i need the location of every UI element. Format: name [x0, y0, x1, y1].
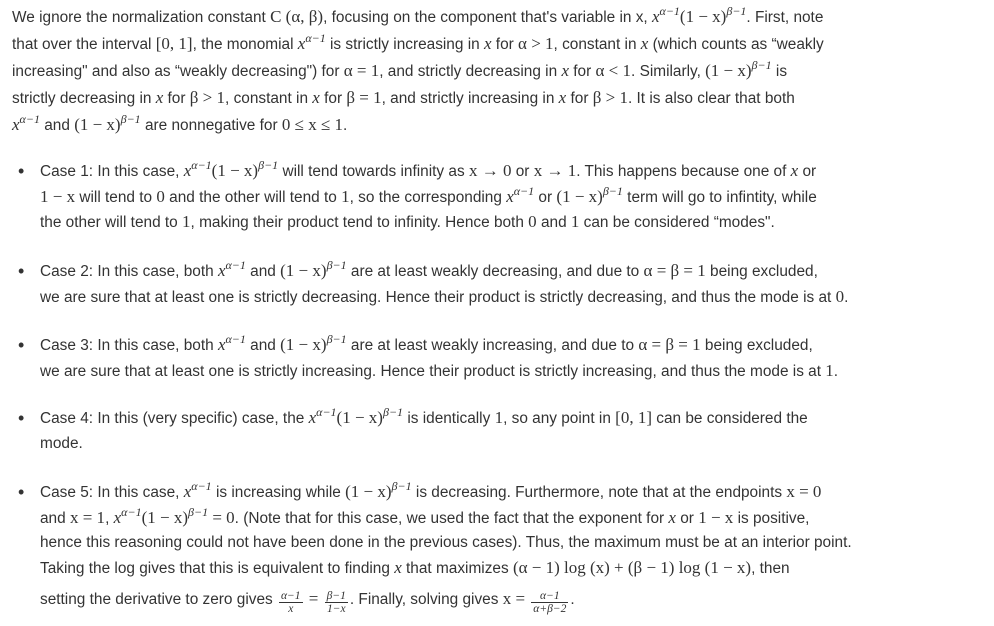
fraction-denominator: 1−x	[326, 603, 346, 615]
text: .	[343, 117, 348, 134]
case-4-item	[40, 406, 970, 456]
math: α = 1	[343, 61, 380, 80]
text: for	[491, 36, 519, 53]
case-5-item	[40, 480, 970, 615]
text: Case 1: In this case,	[40, 163, 184, 180]
text: setting the derivative to zero gives	[40, 591, 277, 608]
text: Case 5: In this case,	[40, 484, 184, 501]
text: We ignore the normalization constant	[12, 9, 271, 26]
intro-line	[12, 4, 972, 31]
text: and	[245, 263, 281, 280]
case-line	[40, 185, 970, 211]
intro-line	[12, 58, 972, 85]
case-line	[40, 556, 970, 582]
text: . First, note	[746, 9, 824, 26]
fraction	[279, 590, 303, 615]
text: , constant in	[225, 90, 313, 107]
math-sup: α−1	[225, 258, 246, 272]
math: α = β = 1	[643, 261, 706, 280]
math: (1 − x)	[280, 335, 327, 354]
text: increasing" and also as “weakly decreasing") for	[12, 63, 344, 80]
text: and	[39, 117, 75, 134]
text: strictly decreasing in	[12, 90, 156, 107]
text: is decreasing. Furthermore, note that at the endpoints	[411, 484, 787, 501]
math: (1 − x)	[211, 161, 259, 180]
math: (1 − x)	[705, 61, 752, 80]
text: mode.	[40, 434, 83, 452]
case-line	[40, 285, 970, 311]
math: (1 − x)	[141, 507, 188, 527]
intro-line	[12, 85, 972, 112]
intro-line	[12, 31, 972, 58]
math: 1	[494, 408, 504, 427]
case-line	[40, 587, 970, 615]
case-line	[40, 432, 970, 457]
case-line	[40, 531, 970, 556]
math: 1 − x	[698, 507, 734, 527]
math: x	[312, 88, 320, 107]
math-sup: β−1	[751, 58, 772, 72]
math-sup: β−1	[188, 504, 209, 519]
text: that over the interval	[12, 36, 156, 53]
math: x → 0	[468, 161, 512, 180]
math-sup: α−1	[513, 183, 535, 198]
text: , so any point in	[503, 410, 616, 427]
fraction-denominator: x	[288, 603, 294, 615]
text: or	[511, 163, 534, 180]
math-sup: β−1	[726, 4, 747, 18]
math: (1 − x)	[336, 408, 383, 427]
math-sup: α−1	[316, 405, 337, 419]
case-1-item	[40, 159, 970, 236]
math: β > 1	[592, 88, 628, 107]
fraction	[325, 590, 348, 615]
text: is strictly increasing in	[325, 36, 484, 53]
case-line	[40, 159, 970, 185]
bullet-icon: •	[18, 261, 25, 281]
math: 1	[570, 212, 580, 231]
math: x	[640, 34, 649, 53]
case-line	[40, 359, 970, 385]
math-sup: α−1	[121, 504, 142, 519]
math-sup: α−1	[191, 479, 212, 493]
text: being excluded,	[705, 263, 818, 280]
bullet-icon: •	[18, 161, 25, 181]
text: , so the corresponding	[349, 188, 507, 206]
math: x	[155, 88, 164, 107]
text: are at least weakly decreasing, and due to	[346, 263, 644, 280]
text: is increasing while	[211, 484, 346, 501]
math: =	[304, 589, 323, 608]
text: . This happens because one of	[576, 163, 791, 180]
text: we are sure that at least one is strictly decreasing. Hence their product is strictly decreasing, and thus the mode is at	[40, 288, 836, 306]
text: that maximizes	[401, 559, 513, 577]
math: (1 − x)	[74, 115, 121, 134]
text: we are sure that at least one is strictly increasing. Hence their product is strictly increasing, and thus the mode is at	[40, 362, 826, 380]
text: , focusing on the component that's variable in x,	[323, 9, 652, 26]
math-sup: α−1	[659, 4, 680, 18]
case-line	[40, 333, 970, 359]
math: (α − 1) log (x) + (β − 1) log (1 − x)	[512, 557, 752, 577]
math-sup: β−1	[391, 479, 412, 493]
text: is	[771, 63, 788, 80]
text: Case 3: In this case, both	[40, 337, 218, 354]
bullet-icon: •	[18, 335, 25, 355]
text: term will go to infintity, while	[622, 188, 817, 206]
math: 1 − x	[40, 186, 76, 206]
math: β = 1	[346, 88, 382, 107]
text: , constant in	[553, 36, 641, 53]
math-sup: α−1	[225, 332, 246, 346]
text: .	[833, 362, 839, 380]
math: x =	[502, 589, 530, 608]
math-sup: β−1	[120, 112, 141, 126]
math: 1	[341, 186, 350, 206]
text: and	[40, 509, 70, 527]
math: (1 − x)	[280, 261, 327, 280]
math: 0 ≤ x ≤ 1	[281, 115, 344, 134]
text: are at least weakly increasing, and due to	[346, 337, 639, 354]
math: [0, 1]	[155, 34, 193, 53]
math: 0	[835, 286, 845, 306]
math: (1 − x)	[556, 186, 603, 206]
text: or	[675, 509, 699, 527]
math: x	[483, 34, 492, 53]
math-sup: α−1	[191, 158, 212, 172]
math: (1 − x)	[345, 482, 392, 501]
math-sup: β−1	[326, 258, 347, 272]
case-2-item	[40, 259, 970, 310]
math: x	[506, 186, 514, 206]
math: x → 1	[533, 161, 577, 180]
text: (which counts as “weakly	[648, 36, 824, 53]
text: and the other will tend to	[164, 188, 342, 206]
case-line	[40, 259, 970, 285]
math-sup: α−1	[19, 112, 40, 126]
math: x	[217, 261, 226, 280]
math: 0	[528, 212, 537, 231]
text: , the monomial	[192, 36, 298, 53]
intro-line	[12, 112, 972, 139]
text: . Similarly,	[631, 63, 706, 80]
math: x	[561, 61, 569, 80]
bullet-icon: •	[18, 482, 25, 502]
fraction-numerator: α−1	[531, 590, 568, 603]
math: (1 − x)	[679, 7, 727, 26]
text: or	[798, 163, 817, 180]
text: Case 2: In this case, both	[40, 263, 218, 280]
math-sup: β−1	[326, 332, 347, 346]
math: 0	[156, 186, 165, 206]
text: for	[163, 90, 190, 107]
fraction-denominator: α+β−2	[533, 603, 567, 615]
math-sup: α−1	[305, 31, 326, 45]
math: α > 1	[518, 34, 554, 53]
text: and	[536, 214, 571, 231]
text: is identically	[403, 410, 495, 427]
text: will tend towards infinity as	[278, 163, 469, 180]
text: Taking the log gives that this is equivalent to finding	[40, 559, 395, 577]
text: the other will tend to	[40, 214, 183, 231]
text: , and strictly increasing in	[381, 90, 559, 107]
math: C (α, β)	[270, 7, 324, 26]
text: being excluded,	[700, 337, 813, 354]
math: x	[297, 34, 306, 53]
math: x	[217, 335, 226, 354]
text: for	[319, 90, 347, 107]
math: x	[183, 161, 192, 180]
math: 1	[182, 212, 191, 231]
case-line	[40, 506, 970, 532]
text: or	[534, 188, 557, 206]
text: .	[844, 288, 849, 306]
math: x	[558, 88, 567, 107]
math: x	[668, 507, 676, 527]
text: is positive,	[733, 509, 810, 527]
case-3-item	[40, 333, 970, 384]
text: hence this reasoning could not have been done in the previous cases). Thus, the maximum must be at an interior point.	[40, 534, 852, 551]
intro-paragraph	[12, 4, 972, 139]
math: x	[12, 115, 20, 134]
math: x	[394, 557, 402, 577]
text: can be considered “modes".	[579, 214, 775, 231]
math: x	[651, 7, 660, 26]
case-line	[40, 480, 970, 506]
text: are nonnegative for	[140, 117, 282, 134]
fraction-numerator: α−1	[280, 590, 301, 602]
math: 1	[825, 360, 834, 380]
math: β > 1	[189, 88, 226, 107]
text: . It is also clear that both	[627, 90, 795, 107]
fraction	[531, 590, 568, 615]
math-sup: β−1	[382, 405, 404, 419]
math-sup: β−1	[602, 183, 623, 198]
text: for	[566, 90, 593, 107]
math: α < 1	[595, 61, 632, 80]
text: , and strictly decreasing in	[379, 63, 562, 80]
math-sup: β−1	[258, 158, 279, 172]
text: , making their product tend to infinity. Hence both	[190, 214, 529, 231]
math: = 0	[208, 507, 235, 527]
math: α = β = 1	[638, 335, 701, 354]
text: . (Note that for this case, we used the fact that the exponent for	[234, 509, 669, 527]
text: Case 4: In this (very specific) case, the	[40, 410, 309, 427]
text: for	[569, 63, 596, 80]
math: x	[113, 507, 122, 527]
text: can be considered the	[652, 410, 808, 427]
math: x	[308, 408, 317, 427]
case-line	[40, 210, 970, 236]
bullet-icon: •	[18, 408, 25, 428]
math: x = 0	[786, 482, 822, 501]
text: will tend to	[75, 188, 157, 206]
math: x	[790, 161, 799, 180]
math: x = 1	[69, 507, 106, 527]
text: .	[570, 591, 575, 608]
math: [0, 1]	[615, 408, 652, 427]
text: . Finally, solving gives	[349, 591, 503, 608]
math: x	[183, 482, 192, 501]
text: , then	[751, 559, 790, 577]
text: and	[245, 337, 281, 354]
text: ,	[105, 509, 114, 527]
fraction-numerator: β−1	[326, 590, 346, 602]
case-line	[40, 406, 970, 432]
